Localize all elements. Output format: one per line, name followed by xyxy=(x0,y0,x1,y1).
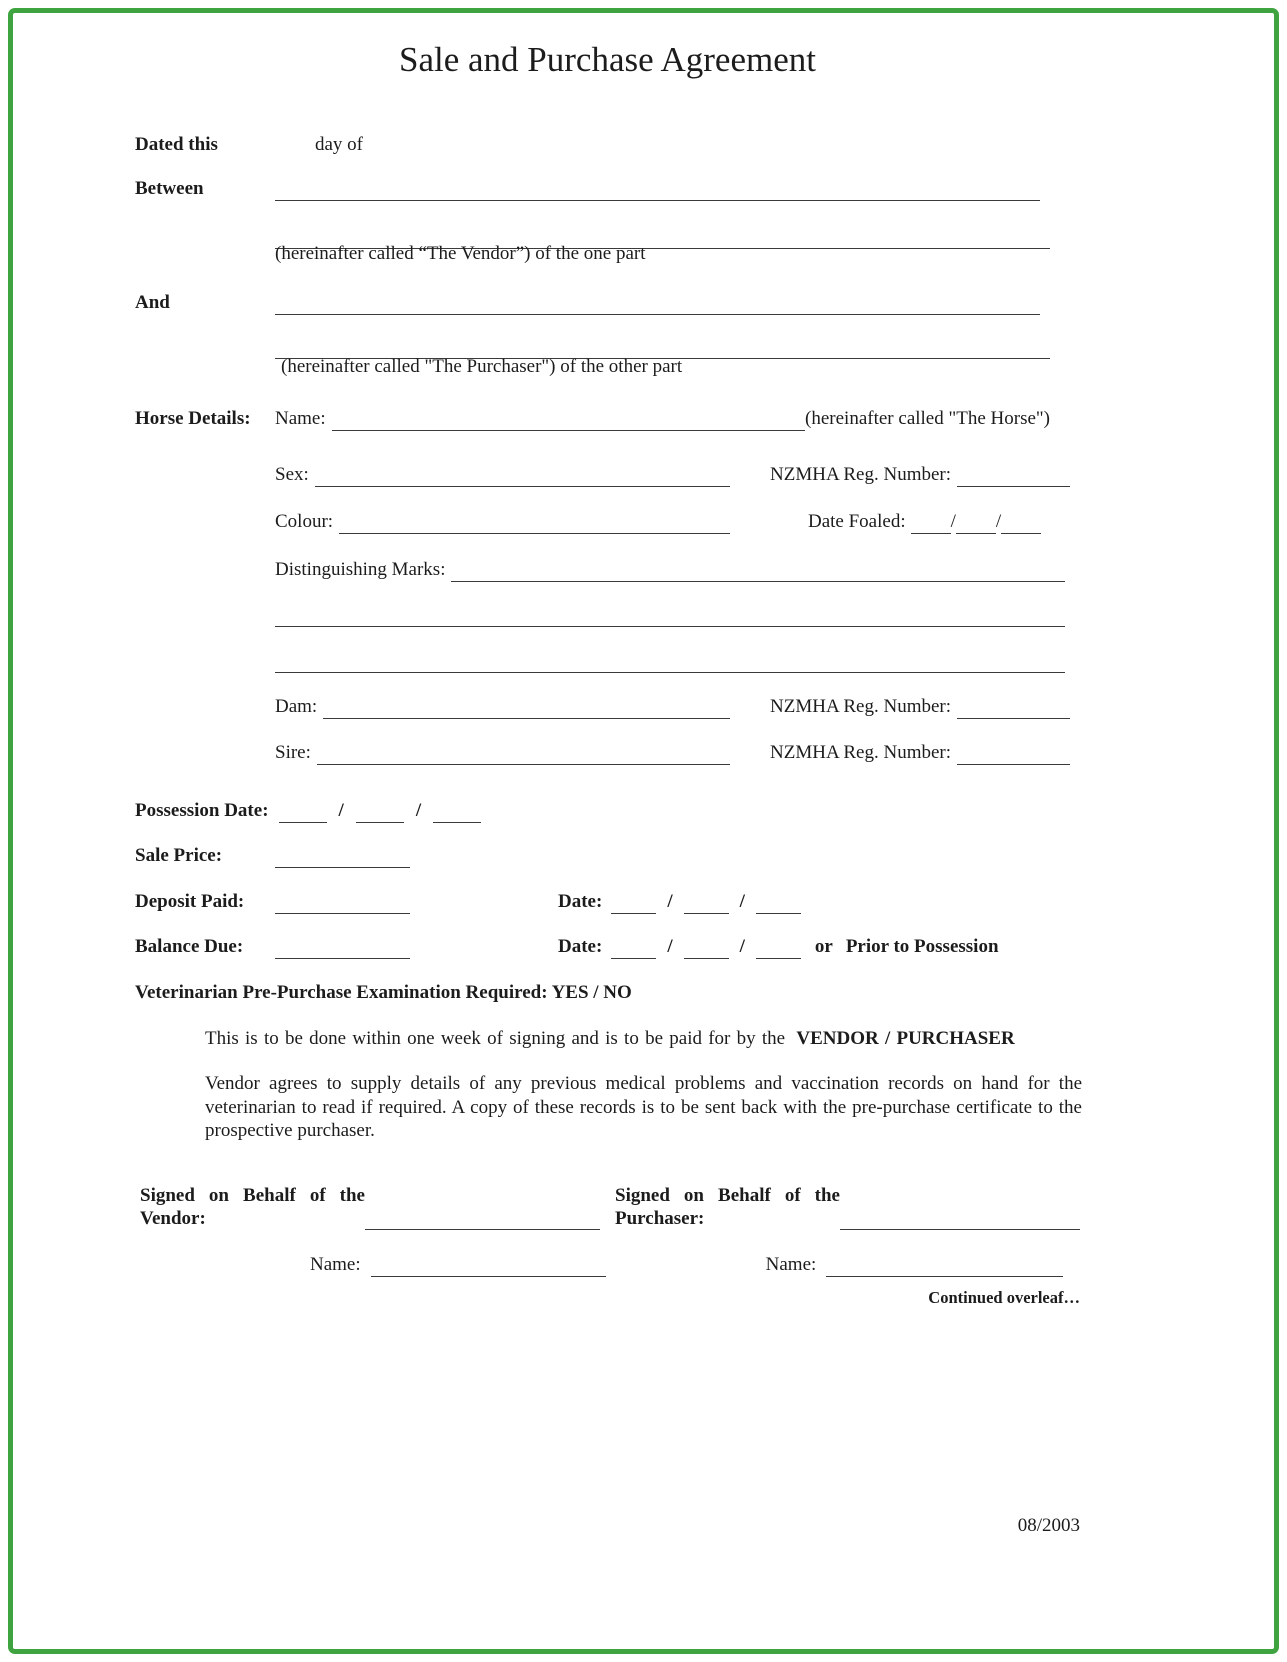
purchaser-name-label: Name: xyxy=(765,1254,817,1275)
marks-row xyxy=(275,557,1065,582)
vendor-signer-name-line xyxy=(371,1254,606,1277)
slash: / xyxy=(415,800,422,821)
vendor-name-line xyxy=(275,178,1040,201)
sire-row xyxy=(275,740,1070,765)
balance-label: Balance Due: xyxy=(135,936,244,957)
nzmha-reg-line xyxy=(957,464,1070,487)
horse-name-row xyxy=(135,406,1050,431)
and-row xyxy=(135,290,1040,315)
vet-exam-line: Veterinarian Pre-Purchase Examination Required: YES / NO xyxy=(135,982,632,1003)
possession-label: Possession Date: xyxy=(135,800,269,821)
sire-line xyxy=(317,742,730,765)
records-paragraph: Vendor agrees to supply details of any previous medical problems and vaccination records on hand for the veterinarian to read if required. A copy of these records is to be sent back with the pre-purchase certificate to the prospective purchaser. xyxy=(205,1073,1082,1141)
deposit-date-day-line xyxy=(611,891,656,914)
dam-row xyxy=(275,694,1070,719)
marks-line-1 xyxy=(451,559,1065,582)
date-label: Date: xyxy=(558,936,603,957)
signer-name-row xyxy=(310,1252,1080,1277)
slash: / xyxy=(667,891,673,912)
colour-label: Colour: xyxy=(275,511,334,532)
vendor-purchaser-bold: VENDOR / PURCHASER xyxy=(796,1028,1015,1049)
nzmha-reg-label: NZMHA Reg. Number: xyxy=(770,464,952,485)
deposit-label: Deposit Paid: xyxy=(135,891,245,912)
possession-row xyxy=(135,798,735,823)
sex-line xyxy=(315,464,730,487)
sale-price-label: Sale Price: xyxy=(135,845,223,866)
marks-extra-row-2 xyxy=(275,650,1065,673)
marks-line-3 xyxy=(275,650,1065,673)
and-label: And xyxy=(135,292,170,313)
sire-reg-line xyxy=(957,742,1070,765)
prior-possession-label: Prior to Possession xyxy=(845,936,999,957)
dam-label: Dam: xyxy=(275,696,318,717)
vendor-sign-label: Signed on Behalf of the Vendor: xyxy=(140,1185,365,1229)
marks-line-2 xyxy=(275,604,1065,627)
vendor-clause: (hereinafter called “The Vendor”) of the one part xyxy=(275,243,646,264)
horse-details-label: Horse Details: xyxy=(135,408,251,429)
balance-date-day-line xyxy=(611,936,656,959)
horse-name-line xyxy=(332,408,805,431)
marks-extra-row-1 xyxy=(275,604,1065,627)
deposit-row xyxy=(135,889,895,914)
document-title: Sale and Purchase Agreement xyxy=(399,40,816,79)
dam-reg-line xyxy=(957,696,1070,719)
day-of-label: day of xyxy=(315,134,364,155)
balance-row xyxy=(135,934,1080,959)
balance-date-month-line xyxy=(684,936,729,959)
sex-row xyxy=(275,462,1070,487)
balance-date-year-line xyxy=(756,936,801,959)
between-label: Between xyxy=(135,178,204,199)
possession-day-line xyxy=(279,800,327,823)
sale-price-line xyxy=(275,845,410,868)
slash: / xyxy=(950,511,956,532)
deposit-line xyxy=(275,891,410,914)
sire-label: Sire: xyxy=(275,742,311,763)
signature-row xyxy=(140,1185,1080,1230)
purchaser-signature-line xyxy=(840,1207,1080,1230)
sale-price-row xyxy=(135,843,535,868)
balance-line xyxy=(275,936,410,959)
colour-row xyxy=(275,509,1070,534)
slash: / xyxy=(995,511,1002,532)
vet-week-paragraph xyxy=(205,1027,1085,1051)
purchaser-sign-label: Signed on Behalf of the Purchaser: xyxy=(615,1185,840,1229)
vet-week-text: This is to be done within one week of signing and is to be paid for by the xyxy=(205,1028,786,1049)
foaled-year-line xyxy=(1001,511,1041,534)
foaled-month-line xyxy=(956,511,996,534)
purchaser-name-line xyxy=(275,292,1040,315)
slash: / xyxy=(739,891,745,912)
sex-label: Sex: xyxy=(275,464,309,485)
deposit-date-month-line xyxy=(684,891,729,914)
continued-note: Continued overleaf… xyxy=(928,1288,1080,1307)
nzmha-reg-label: NZMHA Reg. Number: xyxy=(770,696,952,717)
slash: / xyxy=(667,936,673,957)
date-foaled-label: Date Foaled: xyxy=(808,511,906,532)
marks-label: Distinguishing Marks: xyxy=(275,559,446,580)
footer-code: 08/2003 xyxy=(1017,1515,1080,1536)
date-label: Date: xyxy=(558,891,603,912)
possession-year-line xyxy=(433,800,481,823)
or-label: or xyxy=(814,936,833,957)
foaled-day-line xyxy=(911,511,951,534)
slash: / xyxy=(338,800,344,821)
slash: / xyxy=(739,936,745,957)
horse-name-label: Name: xyxy=(275,408,326,429)
vendor-signature-line xyxy=(365,1207,600,1230)
nzmha-reg-label: NZMHA Reg. Number: xyxy=(770,742,952,763)
vendor-name-label: Name: xyxy=(310,1254,361,1275)
horse-clause: (hereinafter called "The Horse") xyxy=(805,408,1050,429)
dam-line xyxy=(323,696,730,719)
between-row xyxy=(135,176,1040,201)
dated-row xyxy=(135,132,635,157)
vet-exam-row xyxy=(135,980,1080,1005)
possession-month-line xyxy=(356,800,404,823)
dated-this-label: Dated this xyxy=(135,134,218,155)
colour-line xyxy=(339,511,730,534)
purchaser-signer-name-line xyxy=(826,1254,1063,1277)
purchaser-clause: (hereinafter called "The Purchaser") of the other part xyxy=(281,356,683,377)
deposit-date-year-line xyxy=(756,891,801,914)
